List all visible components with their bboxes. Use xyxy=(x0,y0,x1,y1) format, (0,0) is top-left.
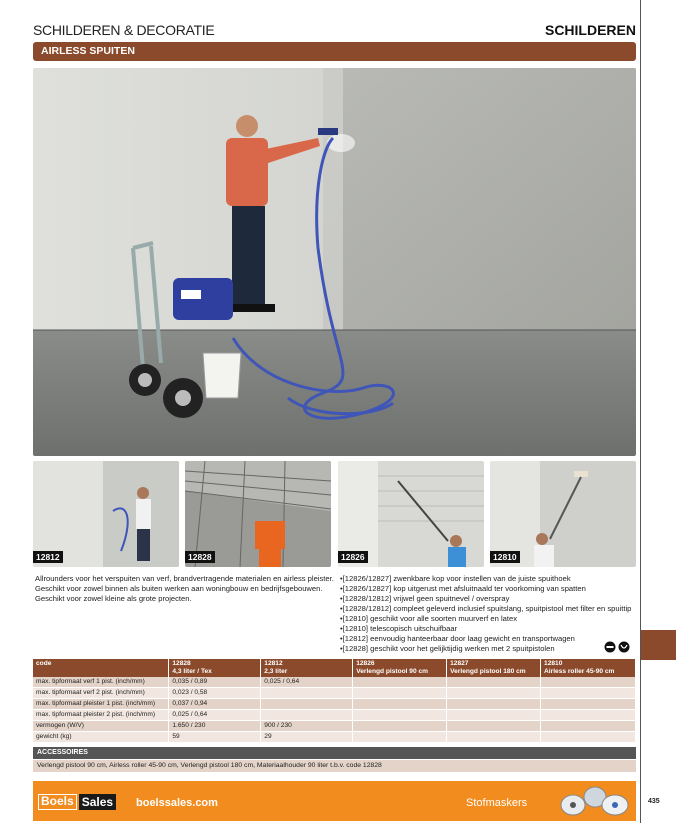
page-header xyxy=(33,20,636,40)
pictogram-group xyxy=(604,640,636,652)
feature-item: • [12826/12827] kop uitgerust met afsluitnaald ter voorkoming van spatten xyxy=(340,584,640,594)
cell-value: 0,035 / 0,89 xyxy=(169,677,261,688)
feature-item: • [12812] eenvoudig hanteerbaar door laag gewicht en transportwagen xyxy=(340,634,640,644)
column-header: 12826 Verlengd pistool 90 cm xyxy=(353,659,447,677)
thumbnail-code: 12826 xyxy=(338,551,368,563)
footer-banner[interactable] xyxy=(33,781,636,821)
cell-value: 29 xyxy=(261,732,353,743)
row-label: max. tipformaat verf 1 pist. (inch/mm) xyxy=(33,677,169,688)
thumbnail-code: 12810 xyxy=(490,551,520,563)
feature-item: • [12810] telescopisch uitschuifbaar xyxy=(340,624,640,634)
column-header: 12810 Airless roller 45-90 cm xyxy=(541,659,636,677)
cell-value xyxy=(447,732,541,743)
cell-value: 0,025 / 0,64 xyxy=(261,677,353,688)
table-row xyxy=(33,677,636,688)
side-index-tab xyxy=(641,630,676,660)
thumbnail-code: 12812 xyxy=(33,551,63,563)
thumbnail-strip xyxy=(33,461,636,567)
cell-value: 1.650 / 230 xyxy=(169,721,261,732)
row-label: vermogen (W/V) xyxy=(33,721,169,732)
thumbnail-12828 xyxy=(185,461,331,567)
cell-value xyxy=(353,710,447,721)
description-line: Geschikt voor zowel binnen als buiten werken aan woningbouw en bedrijfsgebouwen. xyxy=(35,584,323,593)
row-label: max. tipformaat verf 2 pist. (inch/mm) xyxy=(33,688,169,699)
feature-list xyxy=(340,574,640,654)
main-product-photo xyxy=(33,68,636,456)
table-row xyxy=(33,699,636,710)
cell-value xyxy=(447,699,541,710)
thumbnail-12810 xyxy=(490,461,636,567)
spec-table xyxy=(33,659,636,743)
brand-logo xyxy=(38,794,116,810)
logo-part-2: Sales xyxy=(79,794,116,810)
dust-masks-image xyxy=(553,783,636,819)
cell-value xyxy=(261,710,353,721)
promo-label: Stofmaskers xyxy=(466,797,528,809)
cell-value: 0,025 / 0,64 xyxy=(169,710,261,721)
row-label: gewicht (kg) xyxy=(33,732,169,743)
category-title: SCHILDEREN xyxy=(544,22,636,38)
subheader-bar xyxy=(33,42,636,61)
table-row xyxy=(33,721,636,732)
thumbnail-12826 xyxy=(338,461,484,567)
table-row xyxy=(33,732,636,743)
feature-item: • [12828] geschikt voor het gelijktijdig werken met 2 spuitpistolen xyxy=(340,644,640,654)
column-header: 12828 4,3 liter / Tex xyxy=(169,659,261,677)
cell-value xyxy=(541,677,636,688)
row-label: max. tipformaat pleister 1 pist. (inch/mm) xyxy=(33,699,169,710)
mask-icon xyxy=(619,642,630,653)
cell-value xyxy=(541,688,636,699)
cell-value xyxy=(353,721,447,732)
description-line: Geschikt voor zowel kleine als grote projecten. xyxy=(35,594,192,603)
feature-item: • [12826/12827] zwenkbare kop voor instellen van de juiste spuithoek xyxy=(340,574,640,584)
spec-table-header xyxy=(33,659,636,677)
website-link[interactable]: boelssales.com xyxy=(136,797,218,809)
table-row xyxy=(33,710,636,721)
transport-icon xyxy=(605,642,616,653)
cell-value xyxy=(353,699,447,710)
description-line: Allrounders voor het verspuiten van verf, brandvertragende materialen en airless pleister. xyxy=(35,574,334,583)
cell-value: 0,023 / 0,58 xyxy=(169,688,261,699)
thumbnail-12812 xyxy=(33,461,179,567)
cell-value xyxy=(541,710,636,721)
subheader-title: AIRLESS SPUITEN xyxy=(41,45,135,57)
feature-item: • [12828/12812] vrijwel geen spuitnevel / overspray xyxy=(340,594,640,604)
column-header: 12827 Verlengd pistool 180 cm xyxy=(447,659,541,677)
cell-value xyxy=(447,688,541,699)
cell-value xyxy=(353,677,447,688)
page-edge-rule xyxy=(640,0,641,823)
thumbnail-code: 12828 xyxy=(185,551,215,563)
column-header: code xyxy=(33,659,169,677)
accessories-title: ACCESSOIRES xyxy=(33,747,636,759)
section-title: SCHILDEREN & DECORATIE xyxy=(33,22,215,38)
cell-value: 900 / 230 xyxy=(261,721,353,732)
cell-value xyxy=(541,699,636,710)
row-label: max. tipformaat pleister 2 pist. (inch/mm) xyxy=(33,710,169,721)
cell-value xyxy=(353,688,447,699)
cell-value xyxy=(541,721,636,732)
table-row xyxy=(33,688,636,699)
cell-value: 0,037 / 0,94 xyxy=(169,699,261,710)
cell-value xyxy=(541,732,636,743)
cell-value xyxy=(261,699,353,710)
feature-item: • [12828/12812] compleet geleverd inclusief spuitslang, spuitpistool met filter en spuittip xyxy=(340,604,640,614)
column-header: 12812 2,3 liter xyxy=(261,659,353,677)
cell-value xyxy=(447,677,541,688)
product-description xyxy=(35,574,335,604)
cell-value xyxy=(447,721,541,732)
cell-value: 59 xyxy=(169,732,261,743)
cell-value xyxy=(353,732,447,743)
cell-value xyxy=(261,688,353,699)
logo-part-1: Boels xyxy=(38,794,77,810)
cell-value xyxy=(447,710,541,721)
accessories-text: Verlengd pistool 90 cm, Airless roller 45-90 cm, Verlengd pistool 180 cm, Materiaalhouder 90 liter t.b.v. code 12828 xyxy=(33,760,636,772)
page-number: 435 xyxy=(648,798,660,805)
feature-item: • [12810] geschikt voor alle soorten muurverf en latex xyxy=(340,614,640,624)
